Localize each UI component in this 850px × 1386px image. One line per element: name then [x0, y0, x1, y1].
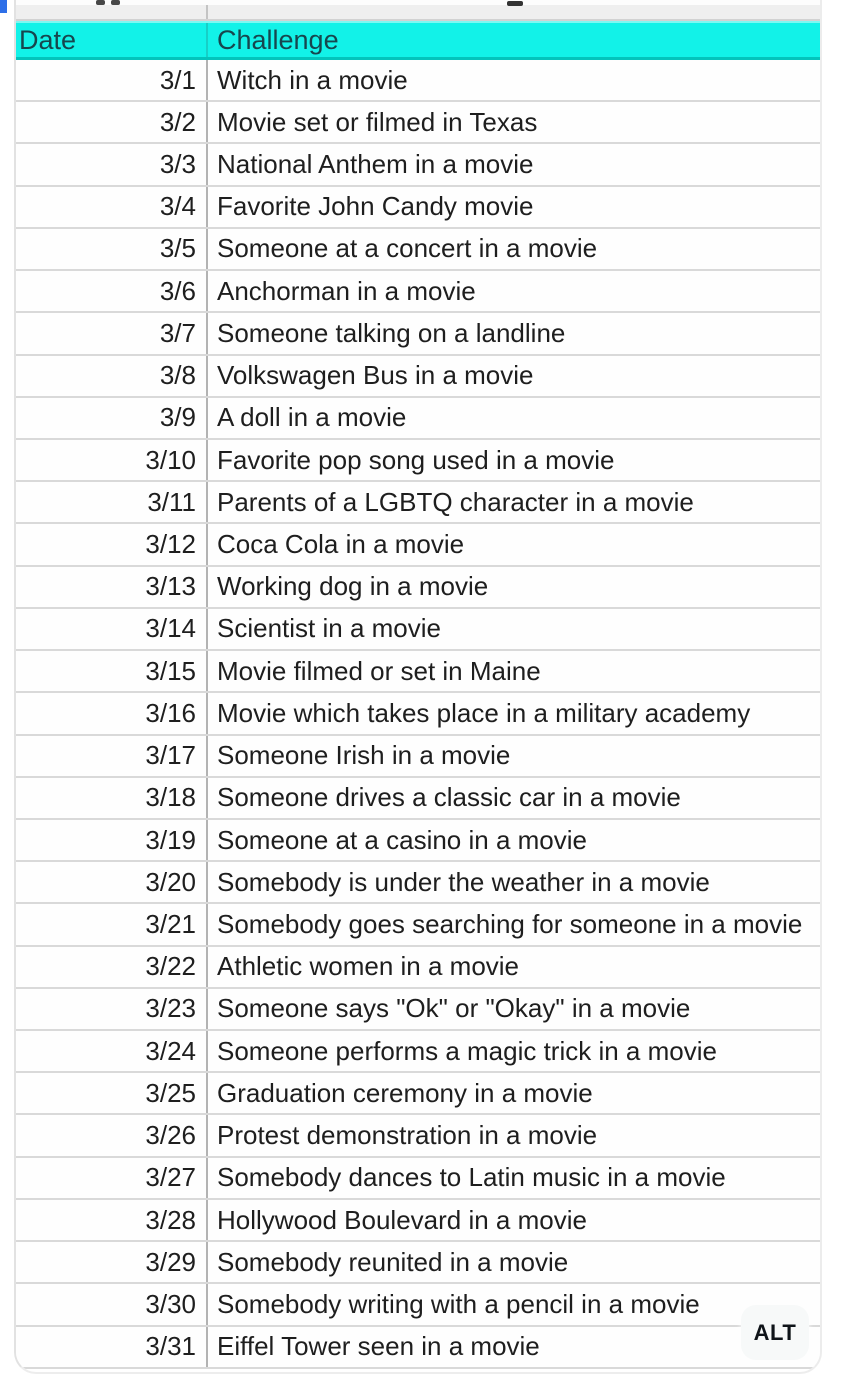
challenge-cell: Coca Cola in a movie — [217, 529, 465, 560]
challenge-cell: Somebody goes searching for someone in a movie — [217, 908, 803, 939]
challenge-cell: Somebody dances to Latin music in a movie — [217, 1162, 726, 1193]
date-cell: 3/24 — [16, 1031, 208, 1071]
table-row — [16, 313, 820, 355]
challenge-cell: Scientist in a movie — [217, 613, 441, 644]
table-row — [16, 862, 820, 904]
date-cell: 3/2 — [16, 102, 208, 142]
challenge-cell: Graduation ceremony in a movie — [217, 1077, 593, 1108]
challenge-cell: Someone Irish in a movie — [217, 740, 511, 771]
date-cell: 3/20 — [16, 862, 208, 902]
date-cell: 3/11 — [16, 482, 208, 522]
table-row — [16, 144, 820, 186]
cropped-text-remnant — [96, 0, 105, 5]
date-cell: 3/31 — [16, 1327, 208, 1367]
date-cell: 3/6 — [16, 271, 208, 311]
table-row — [16, 947, 820, 989]
table-row — [16, 1115, 820, 1157]
challenge-cell: Someone performs a magic trick in a movie — [217, 1035, 717, 1066]
date-cell: 3/4 — [16, 187, 208, 227]
date-cell: 3/7 — [16, 313, 208, 353]
cropped-challenge-cell — [208, 5, 820, 19]
blue-corner-mark — [0, 0, 7, 13]
table-row — [16, 1158, 820, 1200]
challenge-cell: National Anthem in a movie — [217, 149, 534, 180]
table-row — [16, 609, 820, 651]
date-cell: 3/28 — [16, 1200, 208, 1240]
challenge-cell: Movie filmed or set in Maine — [217, 655, 541, 686]
challenge-cell: Favorite John Candy movie — [217, 191, 534, 222]
challenge-cell: Someone at a concert in a movie — [217, 233, 598, 264]
table-row — [16, 820, 820, 862]
challenge-column-header: Challenge — [217, 24, 339, 55]
challenge-cell: Anchorman in a movie — [217, 275, 476, 306]
date-cell: 3/16 — [16, 693, 208, 733]
table-row — [16, 229, 820, 271]
challenge-cell: Someone drives a classic car in a movie — [217, 782, 681, 813]
date-cell: 3/22 — [16, 947, 208, 987]
table-row — [16, 482, 820, 524]
cropped-text-remnant — [111, 0, 120, 5]
challenge-cell: Favorite pop song used in a movie — [217, 444, 615, 475]
challenge-cell: Working dog in a movie — [217, 571, 489, 602]
date-cell: 3/8 — [16, 356, 208, 396]
table-row — [16, 693, 820, 735]
challenge-cell: Someone says "Ok" or "Okay" in a movie — [217, 993, 691, 1024]
challenge-cell: Somebody reunited in a movie — [217, 1246, 569, 1277]
date-cell: 3/15 — [16, 651, 208, 691]
table-row — [16, 398, 820, 440]
cropped-top-row — [16, 0, 820, 21]
table-row — [16, 904, 820, 946]
table-row — [16, 1073, 820, 1115]
table-row — [16, 1031, 820, 1073]
date-cell: 3/18 — [16, 778, 208, 818]
date-cell: 3/12 — [16, 524, 208, 564]
date-column-header: Date — [16, 23, 208, 57]
challenge-cell: Somebody writing with a pencil in a movie — [217, 1288, 700, 1319]
table-row — [16, 1200, 820, 1242]
table-row — [16, 1242, 820, 1284]
table-row — [16, 187, 820, 229]
table-row — [16, 356, 820, 398]
challenge-cell: Witch in a movie — [217, 64, 408, 95]
date-cell: 3/19 — [16, 820, 208, 860]
table-row — [16, 567, 820, 609]
date-cell: 3/27 — [16, 1158, 208, 1198]
date-cell: 3/21 — [16, 904, 208, 944]
table-row — [16, 778, 820, 820]
table-row — [16, 440, 820, 482]
table-header-row — [16, 21, 820, 60]
date-cell: 3/9 — [16, 398, 208, 438]
table-row — [16, 736, 820, 778]
date-cell: 3/3 — [16, 144, 208, 184]
date-cell: 3/1 — [16, 60, 208, 100]
date-cell: 3/5 — [16, 229, 208, 269]
table-row — [16, 524, 820, 566]
challenge-cell: A doll in a movie — [217, 402, 407, 433]
spreadsheet-screenshot — [14, 0, 822, 1374]
cropped-text-remnant — [507, 1, 523, 6]
date-cell: 3/29 — [16, 1242, 208, 1282]
date-cell: 3/13 — [16, 567, 208, 607]
challenge-cell: Someone talking on a landline — [217, 317, 566, 348]
table-row — [16, 1327, 820, 1369]
challenge-cell: Somebody is under the weather in a movie — [217, 866, 710, 897]
challenge-cell: Athletic women in a movie — [217, 951, 520, 982]
date-cell: 3/14 — [16, 609, 208, 649]
table-row — [16, 989, 820, 1031]
challenge-cell: Eiffel Tower seen in a movie — [217, 1331, 540, 1362]
challenge-cell: Movie set or filmed in Texas — [217, 106, 538, 137]
date-cell: 3/10 — [16, 440, 208, 480]
challenge-cell: Volkswagen Bus in a movie — [217, 360, 534, 391]
date-cell: 3/17 — [16, 736, 208, 776]
challenge-cell: Hollywood Boulevard in a movie — [217, 1204, 587, 1235]
challenge-cell: Movie which takes place in a military academy — [217, 697, 751, 728]
table-row — [16, 271, 820, 313]
cropped-date-cell — [16, 5, 208, 19]
table-row — [16, 1284, 820, 1326]
table-row — [16, 651, 820, 693]
challenge-cell: Someone at a casino in a movie — [217, 824, 587, 855]
date-cell: 3/26 — [16, 1115, 208, 1155]
table-row — [16, 60, 820, 102]
challenge-cell: Parents of a LGBTQ character in a movie — [217, 486, 694, 517]
date-cell: 3/25 — [16, 1073, 208, 1113]
table-body — [16, 60, 820, 1369]
challenge-cell: Protest demonstration in a movie — [217, 1120, 598, 1151]
date-cell: 3/23 — [16, 989, 208, 1029]
alt-badge[interactable]: ALT — [741, 1305, 809, 1360]
table-row — [16, 102, 820, 144]
date-cell: 3/30 — [16, 1284, 208, 1324]
